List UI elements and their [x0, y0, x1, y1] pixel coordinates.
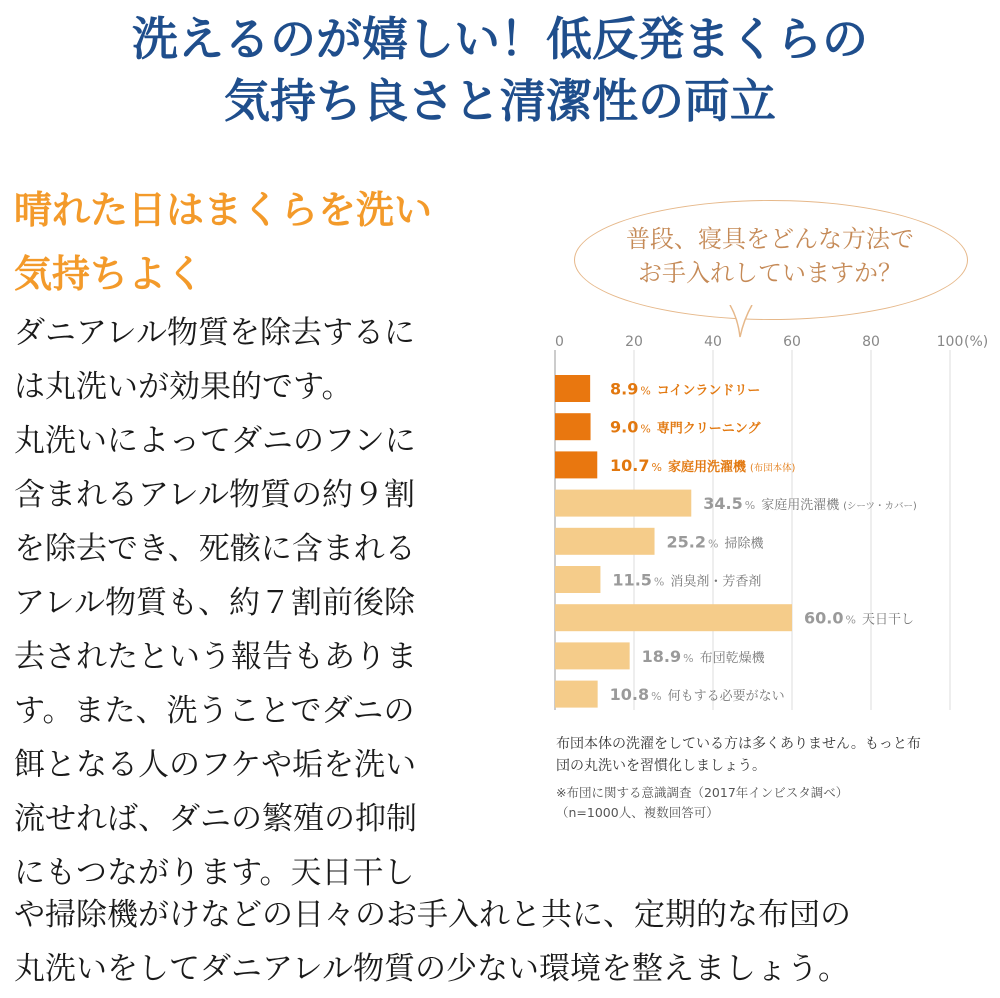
bar [555, 451, 597, 478]
body-line: にもつながります。天日干し [14, 855, 415, 891]
data-label: 10.7 % 家庭用洗濯機 (布団本体) [610, 455, 796, 475]
chart-note-line-1: 布団本体の洗濯をしている方は多くありません。もっと布 [556, 736, 921, 752]
data-label: 25.2 % 掃除機 [666, 532, 764, 552]
x-tick-label: 0 [555, 334, 564, 350]
body-line: 丸洗いをしてダニアレル物質の少ない環境を整えましょう。 [14, 951, 849, 987]
x-tick-label: 20 [625, 334, 643, 350]
bar [555, 642, 630, 669]
bar [555, 528, 655, 555]
survey-sample-note: （n=1000人、複数回答可） [556, 805, 719, 820]
x-tick-label: 40 [704, 334, 722, 350]
data-label: 8.9 % コインランドリー [610, 379, 761, 399]
data-label: 11.5 % 消臭剤・芳香剤 [612, 570, 762, 590]
body-line: を除去でき、死骸に含まれる [14, 531, 416, 567]
x-tick-label: 80 [862, 334, 880, 350]
page-title-line-2: 気持ち良さと清潔性の両立 [224, 74, 776, 128]
bar [555, 604, 792, 631]
unit-label: (%) [964, 334, 989, 350]
survey-question-line-2: お手入れしていますか？ [638, 259, 902, 287]
care-method-bar-chart [540, 330, 992, 725]
data-label: 18.9 % 布団乾燥機 [641, 646, 765, 666]
x-tick-label: 100 [936, 334, 964, 350]
data-label: 10.8 % 何もする必要がない [609, 685, 785, 705]
data-label: 60.0 % 天日干し [804, 608, 914, 628]
body-line: や掃除機がけなどの日々のお手入れと共に、定期的な布団の [14, 897, 851, 933]
chart-note-line-2: 団の丸洗いを習慣化しましょう。 [556, 758, 766, 774]
body-line: 含まれるアレル物質の約９割 [14, 477, 415, 513]
bar [555, 375, 590, 402]
body-line: 餌となる人のフケや垢を洗い [14, 747, 417, 783]
bar [555, 413, 591, 440]
body-line: 流せれば、ダニの繁殖の抑制 [14, 801, 417, 837]
survey-question-line-1: 普段、寝具をどんな方法で [626, 225, 914, 253]
data-label: 9.0 % 専門クリーニング [610, 417, 761, 437]
section-heading-line-2: 気持ちよく [14, 252, 205, 296]
data-label: 34.5 % 家庭用洗濯機 (シーツ・カバー) [703, 494, 917, 514]
survey-source-note: ※布団に関する意識調査（2017年インビスタ調べ） [556, 785, 849, 800]
body-line: す。また、洗うことでダニの [14, 693, 415, 729]
body-line: は丸洗いが効果的です。 [14, 369, 353, 405]
bar [555, 490, 691, 517]
page-title-line-1: 洗えるのが嬉しい！低反発まくらの [132, 12, 868, 66]
x-tick-label: 60 [783, 334, 801, 350]
bar [555, 681, 598, 708]
body-line: ダニアレル物質を除去するに [14, 315, 415, 351]
body-line: アレル物質も、約７割前後除 [14, 585, 415, 621]
bar [555, 566, 600, 593]
section-heading-line-1: 晴れた日はまくらを洗い [14, 188, 433, 232]
body-line: 去されたという報告もありま [14, 639, 417, 675]
body-line: 丸洗いによってダニのフンに [14, 423, 416, 459]
